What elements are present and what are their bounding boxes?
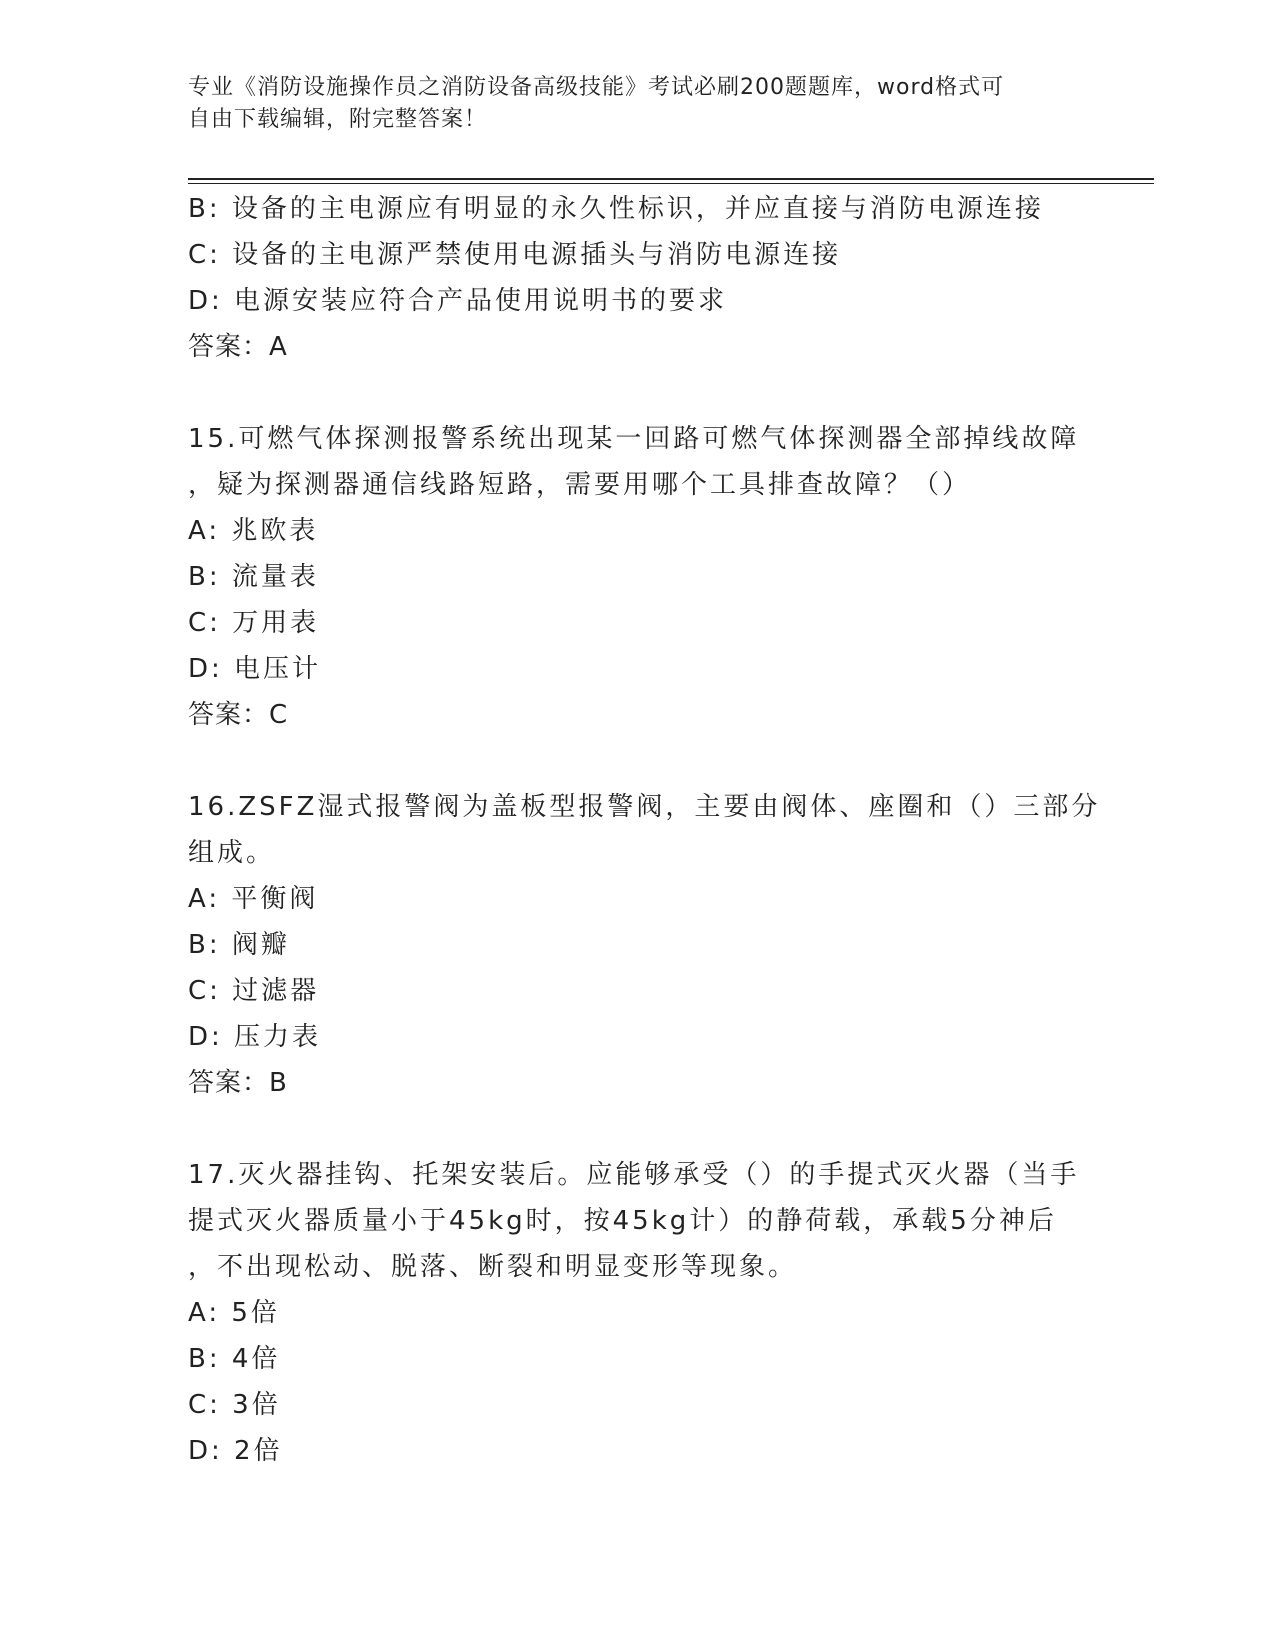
answer-line: 答案：C [188,700,289,730]
option-d: D: 电源安装应符合产品使用说明书的要求 [188,286,728,316]
option-a: A: 平衡阀 [188,884,319,914]
option-c: C: 设备的主电源严禁使用电源插头与消防电源连接 [188,240,842,270]
header-divider-thick [188,178,1154,180]
option-c: C: 过滤器 [188,976,320,1006]
header-line-1: 专业《消防设施操作员之消防设备高级技能》考试必刷200题题库，word格式可 [188,75,1005,100]
document-body [188,186,1101,1474]
document-header [188,72,1088,136]
question-stem-line: 17.灭火器挂钩、托架安装后。应能够承受（）的手提式灭火器（当手 [188,1160,1080,1190]
option-a: A: 5倍 [188,1298,280,1328]
question-15 [188,416,1088,738]
question-stem-line: 15.可燃气体探测报警系统出现某一回路可燃气体探测器全部掉线故障 [188,424,1080,454]
question-stem-line: ，疑为探测器通信线路短路，需要用哪个工具排查故障？（） [188,470,972,500]
option-d: D: 电压计 [188,654,322,684]
option-b: B: 流量表 [188,562,319,592]
option-d: D: 2倍 [188,1436,283,1466]
option-b: B: 4倍 [188,1344,281,1374]
question-stem-line: 16.ZSFZ湿式报警阀为盖板型报警阀，主要由阀体、座圈和（）三部分 [188,792,1101,822]
option-c: C: 3倍 [188,1390,281,1420]
option-b: B: 设备的主电源应有明显的永久性标识，并应直接与消防电源连接 [188,194,1044,224]
spacer [188,1106,1088,1152]
answer-line: 答案：A [188,332,288,362]
question-stem-line: 提式灭火器质量小于45kg时，按45kg计）的静荷载，承载5分神后 [188,1206,1057,1236]
question-stem-line: 组成。 [188,838,276,868]
option-c: C: 万用表 [188,608,320,638]
answer-line: 答案：B [188,1068,288,1098]
header-divider-thin [188,183,1154,184]
question-16 [188,784,1101,1106]
header-line-2: 自由下载编辑，附完整答案！ [188,107,488,132]
question-stem-line: ，不出现松动、脱落、断裂和明显变形等现象。 [188,1252,798,1282]
spacer [188,738,1088,784]
option-b: B: 阀瓣 [188,930,290,960]
question-17 [188,1152,1088,1474]
option-a: A: 兆欧表 [188,516,319,546]
option-d: D: 压力表 [188,1022,322,1052]
question-14-continued [188,186,1088,370]
spacer [188,370,1088,416]
